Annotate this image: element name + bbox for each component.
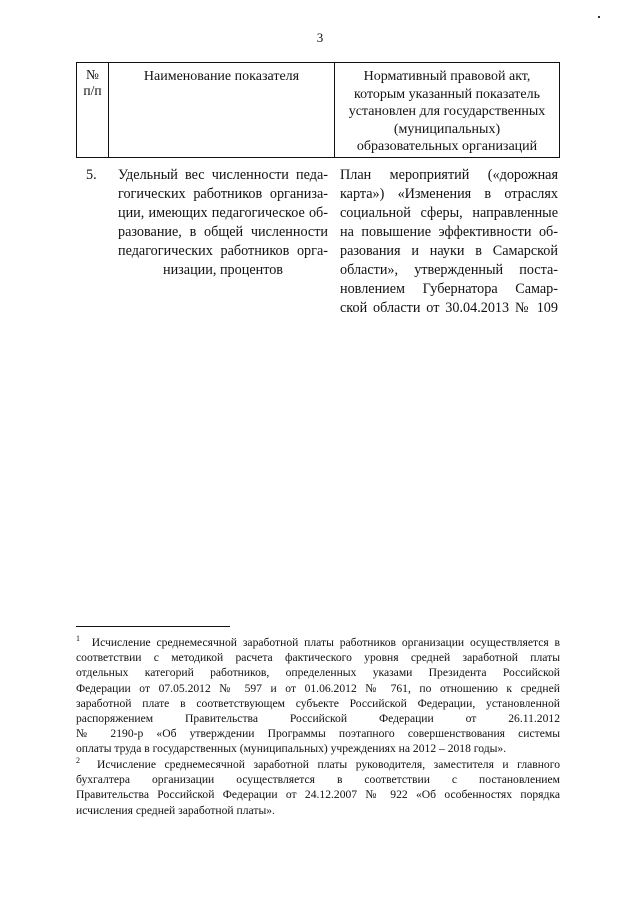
footnote-line: оплаты труда в государственных (муниципальных) учреждениях на 2012 – 2018 годы». bbox=[76, 742, 507, 756]
footnote-line: $^2$ Исчисление среднемесячной заработной платы руководителя, заместителя и главного bbox=[76, 756, 560, 771]
header-col-number bbox=[77, 63, 109, 157]
footnote-marker: 1 bbox=[76, 634, 80, 643]
footnote-line: Правительства Российской Федерации от 24.12.2007 № 922 «Об особенностях порядка bbox=[76, 788, 560, 802]
scan-speck bbox=[598, 16, 600, 18]
header-number-line: п/п bbox=[83, 83, 102, 98]
footnote-separator bbox=[76, 626, 230, 627]
legal-act-line: области», утвержденный поста- bbox=[340, 262, 558, 278]
table-header bbox=[76, 62, 560, 158]
row-number: 5. bbox=[86, 167, 97, 183]
indicator-name-line: ции, имеющих педагогическое об- bbox=[118, 205, 328, 221]
header-act-line: образовательных организаций bbox=[356, 139, 538, 155]
legal-act-line: План мероприятий («дорожная bbox=[340, 167, 558, 183]
footnote-2 bbox=[76, 757, 560, 818]
indicator-name-line: педагогических работников орга- bbox=[118, 243, 328, 259]
footnote-line: исчисления средней заработной платы». bbox=[76, 803, 275, 817]
indicator-name-line: разование, в общей численности bbox=[118, 224, 328, 240]
footnote-line: заработной плате в соответствующем субъекте Российской Федерации, установленной bbox=[76, 696, 560, 710]
footnote-line: отдельных категорий работников, определенных указами Президента Российской bbox=[76, 666, 560, 680]
legal-act bbox=[340, 166, 558, 318]
header-col-name: Наименование показателя bbox=[109, 63, 335, 157]
header-act-line: (муниципальных) bbox=[393, 121, 501, 137]
footnote-line: Федерации от 07.05.2012 № 597 и от 01.06.2012 № 761, по отношению к средней bbox=[76, 681, 560, 695]
indicator-name-line: гогических работников организа- bbox=[118, 186, 328, 202]
indicator-name-line: Удельный вес численности педа- bbox=[118, 167, 328, 183]
page-number: 3 bbox=[316, 30, 324, 45]
header-act-line: которым указанный показатель bbox=[354, 86, 540, 102]
legal-act-line: социальной сферы, направленные bbox=[340, 205, 558, 221]
legal-act-line: разования и науки в Самарской bbox=[340, 243, 558, 259]
header-col-act bbox=[335, 63, 559, 157]
footnote-line: № 2190-р «Об утверждении Программы поэтапного совершенствования системы bbox=[76, 727, 560, 741]
legal-act-line: на повышение эффективности об- bbox=[340, 224, 558, 240]
footnote-marker: 2 bbox=[76, 756, 80, 765]
indicator-name-line: низации, процентов bbox=[162, 262, 284, 278]
footnote-line: распоряжением Правительства Российской Федерации от 26.11.2012 bbox=[76, 712, 560, 726]
header-act-line: установлен для государственных bbox=[348, 104, 546, 120]
header-number-line: № bbox=[86, 67, 99, 82]
legal-act-line: ской области от 30.04.2013 № 109 bbox=[340, 300, 558, 316]
footnote-line: $^1$ Исчисление среднемесячной заработной платы работников организации осуществляется в bbox=[76, 634, 561, 649]
legal-act-line: новлением Губернатора Самар- bbox=[340, 281, 558, 297]
footnote-line: соответствии с методикой расчета фактического уровня средней заработной платы bbox=[76, 651, 560, 665]
footnote-line: бухгалтера организации осуществляется в соответствии с постановлением bbox=[76, 773, 560, 787]
legal-act-line: карта») «Изменения в отраслях bbox=[340, 186, 558, 202]
indicator-name bbox=[118, 166, 328, 280]
footnote-1 bbox=[76, 635, 560, 757]
header-act-line: Нормативный правовой акт, bbox=[363, 69, 531, 84]
